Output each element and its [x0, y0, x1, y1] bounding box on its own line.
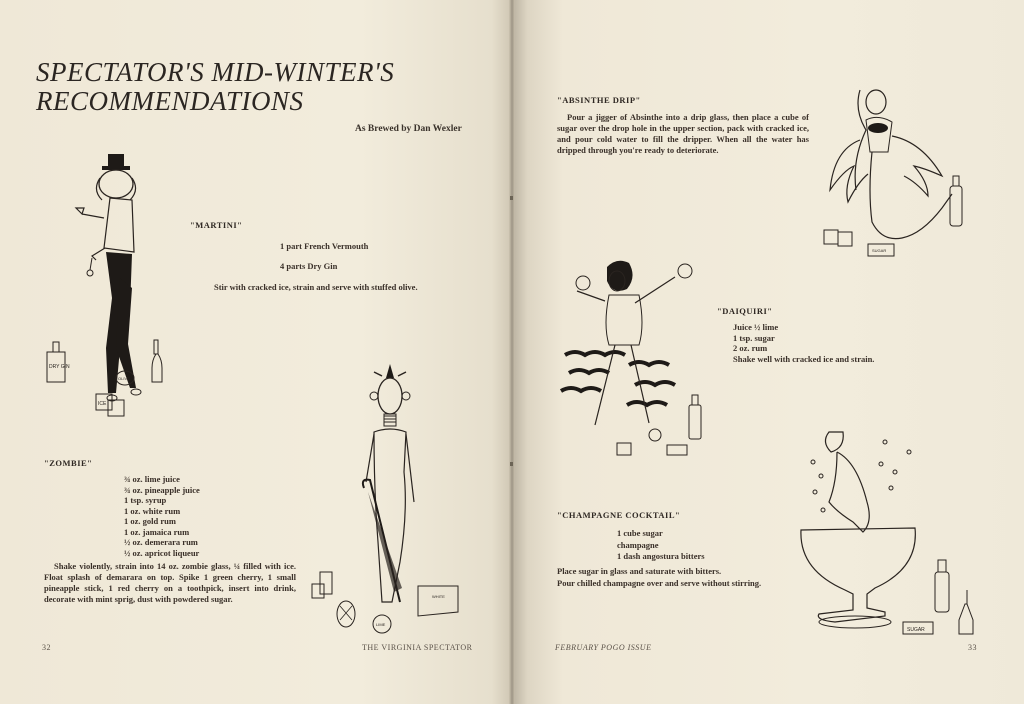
- daiquiri-ingredient: Juice ½ lime: [733, 322, 779, 332]
- svg-text:SUGAR: SUGAR: [907, 627, 925, 633]
- champagne-glass-illustration: [795, 422, 985, 644]
- champagne-ingredient: 1 dash angostura bitters: [617, 551, 705, 561]
- zombie-ingredient: 1 oz. gold rum: [124, 516, 176, 526]
- staple: [510, 196, 513, 200]
- svg-text:WHITE: WHITE: [432, 594, 445, 599]
- martini-ingredients-illustration: [44, 338, 194, 423]
- title-line-2: RECOMMENDATIONS: [36, 86, 304, 116]
- absinthe-title: "ABSINTHE DRIP": [557, 95, 641, 105]
- daiquiri-ingredient: 1 tsp. sugar: [733, 332, 775, 343]
- champagne-title: "CHAMPAGNE COCKTAIL": [557, 510, 681, 520]
- right-page-number: 33: [968, 643, 977, 652]
- book-spine: [509, 0, 515, 704]
- zombie-ingredient: ½ oz. apricot liqueur: [124, 547, 200, 558]
- svg-text:ICE: ICE: [98, 401, 107, 407]
- absinthe-instructions: Pour a jigger of Absinthe into a drip glass, then place a cube of sugar over the drop hole in the upper section, pack with cracked ice, and pour cold water to fill the dripper. When all the water has dripped through you're ready to deteriorate.: [557, 112, 809, 155]
- zombie-ingredient: 1 oz. jamaica rum: [124, 526, 190, 537]
- title-line-1: SPECTATOR'S MID-WINTER'S: [36, 57, 395, 87]
- svg-text:OLIVE: OLIVE: [118, 376, 130, 381]
- daiquiri-title: "DAIQUIRI": [717, 306, 773, 316]
- zombie-ingredients-list: [124, 474, 200, 558]
- zombie-lady-illustration: [310, 362, 470, 637]
- maraca-dancer-drawing-icon: [555, 255, 705, 460]
- zombie-ingredient: ¾ oz. lime juice: [124, 474, 180, 484]
- zombie-ingredient: 1 tsp. syrup: [124, 495, 167, 505]
- staple: [510, 462, 513, 466]
- champagne-ingredients-list: [617, 528, 705, 563]
- champagne-ingredient: champagne: [617, 539, 659, 550]
- martini-instructions: Stir with cracked ice, strain and serve with stuffed olive.: [214, 282, 418, 292]
- daiquiri-dancer-illustration: [555, 255, 705, 460]
- absinthe-angel-illustration: [820, 80, 1000, 265]
- daiquiri-ingredients-list: [733, 322, 874, 364]
- left-footer-publication: THE VIRGINIA SPECTATOR: [362, 643, 473, 652]
- martini-ingredient: 1 part French Vermouth: [280, 241, 369, 251]
- svg-text:LIME: LIME: [376, 622, 386, 627]
- left-page-number: 32: [42, 643, 51, 652]
- page-title: [36, 58, 496, 116]
- byline: As Brewed by Dan Wexler: [355, 124, 462, 134]
- champagne-instructions-line-2: Pour chilled champagne over and serve without stirring.: [557, 578, 762, 588]
- zombie-ingredient: 1 oz. white rum: [124, 505, 181, 516]
- lady-in-champagne-glass-drawing-icon: [795, 422, 985, 644]
- bottles-ice-olive-icon: [44, 338, 194, 423]
- winged-lady-drawing-icon: [820, 80, 1000, 265]
- zombie-instructions: Shake violently, strain into 14 oz. zombie glass, ¼ filled with ice. Float splash of demarara on top. Spike 1 green cherry, 1 small pineapple stick, 1 red cherry on a toothpick, insert into drink, decorate with mint sprig, dust with powdered sugar.: [44, 561, 296, 604]
- martini-title: "MARTINI": [190, 220, 243, 230]
- zombie-ingredient: ½ oz. demerara rum: [124, 537, 198, 547]
- champagne-instructions-line-1: Place sugar in glass and saturate with bitters.: [557, 566, 722, 576]
- champagne-ingredient: 1 cube sugar: [617, 528, 663, 538]
- svg-text:SUGAR: SUGAR: [872, 248, 887, 253]
- zombie-lady-drawing-icon: [310, 362, 470, 637]
- zombie-ingredient: ¾ oz. pineapple juice: [124, 484, 200, 495]
- right-footer-issue: FEBRUARY POGO ISSUE: [555, 643, 652, 652]
- svg-text:DRY GIN: DRY GIN: [49, 364, 70, 370]
- martini-ingredient: 4 parts Dry Gin: [280, 261, 338, 271]
- daiquiri-instructions: Shake well with cracked ice and strain.: [733, 353, 875, 364]
- zombie-title: "ZOMBIE": [44, 458, 93, 468]
- daiquiri-ingredient: 2 oz. rum: [733, 343, 768, 353]
